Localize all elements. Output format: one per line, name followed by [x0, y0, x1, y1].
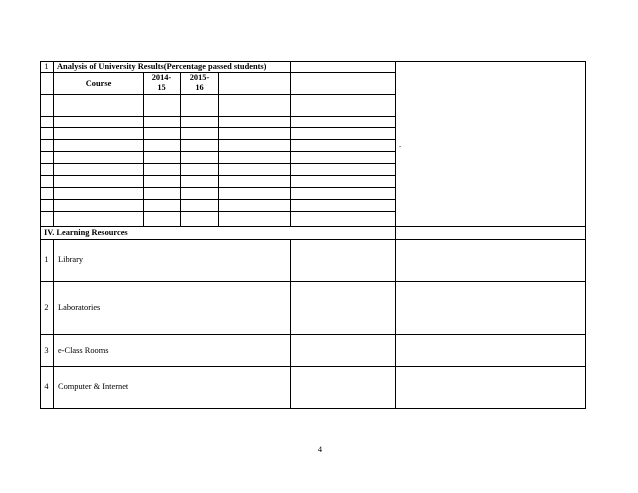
- item-number: 3: [44, 346, 49, 355]
- item-label-eclass-rooms: e-Class Rooms: [58, 346, 109, 355]
- rule-main-col: [290, 61, 291, 227]
- rule-left: [40, 61, 41, 409]
- rule-year2-col: [218, 72, 219, 227]
- rule-right: [585, 61, 586, 409]
- rule-row-3: [40, 366, 586, 367]
- page-number: 4: [317, 445, 323, 454]
- item-number: 2: [44, 303, 49, 312]
- column-header-2015-16-line1: 2015-: [189, 73, 210, 82]
- rule-section4-top: [40, 226, 586, 227]
- rule-number-col: [53, 239, 54, 409]
- section-title: Analysis of University Results(Percentage passed students): [57, 62, 267, 71]
- rule-year1-col: [180, 72, 181, 227]
- column-header-2014-15-line1: 2014-: [151, 73, 172, 82]
- rule-middle-col: [395, 61, 396, 409]
- column-header-course: Course: [85, 79, 112, 88]
- rule-course-col: [143, 72, 144, 227]
- column-header-2015-16: [181, 73, 218, 93]
- item-number: 4: [44, 382, 49, 391]
- column-header-2014-15: [143, 73, 180, 93]
- rule-row-1: [40, 281, 586, 282]
- item-label-computer-internet: Computer & Internet: [58, 382, 129, 391]
- item-label-library: Library: [58, 255, 84, 264]
- section-heading: IV. Learning Resources: [44, 228, 128, 237]
- rule-main-col: [290, 239, 291, 409]
- side-mark: .: [399, 140, 402, 149]
- rule-bottom: [40, 408, 586, 409]
- item-label-laboratories: Laboratories: [58, 303, 101, 312]
- row-number: 1: [44, 62, 49, 71]
- column-header-2014-15-line2: 15: [157, 83, 166, 92]
- rule-section4-heading: [40, 239, 586, 240]
- column-header-2015-16-line2: 16: [195, 83, 204, 92]
- item-number: 1: [44, 255, 49, 264]
- rule-row-2: [40, 334, 586, 335]
